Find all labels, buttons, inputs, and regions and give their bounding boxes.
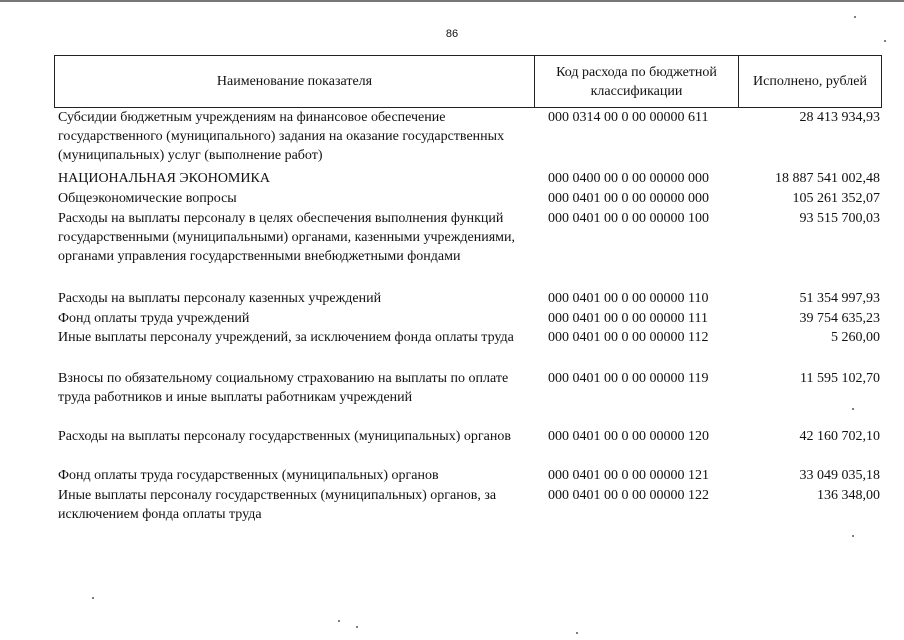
scan-speck [356,626,358,628]
row-amount: 11 595 102,70 [800,371,880,386]
row-amount: 93 515 700,03 [799,211,880,226]
scan-speck [852,408,854,410]
row-code: 000 0401 00 0 00 00000 100 [548,211,709,226]
column-header-amount: Исполнено, рублей [753,74,867,89]
scan-speck [576,632,578,634]
row-name: Иные выплаты персоналу государственных (муниципальных) органов, за исключением фонда оплаты труда [58,488,497,522]
row-name: Расходы на выплаты персоналу государственных (муниципальных) органов [58,429,511,444]
row-name: Взносы по обязательному социальному страхованию на выплаты по оплате труда работников и иные выплаты работникам учреждений [58,371,509,405]
row-amount: 136 348,00 [817,488,880,503]
row-amount: 42 160 702,10 [799,429,880,444]
row-name: Общеэкономические вопросы [58,191,237,206]
page-number: 86 [445,28,459,40]
table-row [54,169,882,189]
table-body [54,108,882,526]
scan-speck [338,620,340,622]
row-code: 000 0401 00 0 00 00000 111 [548,311,708,326]
row-amount: 39 754 635,23 [799,311,880,326]
table-row [54,108,882,169]
row-name: Расходы на выплаты персоналу в целях обеспечения выполнения функций государственными (муниципальными) органами, казенными учреждениями, органами управления государственными внебюджетными фондами [58,211,515,264]
table-row [54,289,882,309]
row-code: 000 0401 00 0 00 00000 121 [548,468,709,483]
row-name: Фонд оплаты труда учреждений [58,311,250,326]
row-amount: 33 049 035,18 [799,468,880,483]
page-top-edge [0,0,904,2]
row-name: НАЦИОНАЛЬНАЯ ЭКОНОМИКА [58,171,270,186]
row-name: Субсидии бюджетным учреждениям на финансовое обеспечение государственного (муниципального) задания на оказание государственных (муниципальных) услуг (выполнение работ) [58,110,505,163]
scan-speck [884,40,886,42]
row-amount: 5 260,00 [831,330,880,345]
table-row [54,189,882,209]
table-row [54,328,882,369]
row-code: 000 0314 00 0 00 00000 611 [548,110,709,125]
row-amount: 105 261 352,07 [792,191,880,206]
table-row [54,369,882,427]
table-row [54,427,882,466]
table-header [54,55,882,108]
scan-speck [852,535,854,537]
row-name: Фонд оплаты труда государственных (муниципальных) органов [58,468,439,483]
row-amount: 28 413 934,93 [799,110,880,125]
row-code: 000 0401 00 0 00 00000 000 [548,191,709,206]
table-row [54,309,882,328]
row-code: 000 0401 00 0 00 00000 110 [548,291,709,306]
row-code: 000 0401 00 0 00 00000 112 [548,330,709,345]
scan-speck [92,597,94,599]
row-code: 000 0400 00 0 00 00000 000 [548,171,709,186]
row-amount: 18 887 541 002,48 [775,171,880,186]
table-row [54,209,882,289]
scan-speck [854,16,856,18]
row-code: 000 0401 00 0 00 00000 120 [548,429,709,444]
row-name: Иные выплаты персоналу учреждений, за исключением фонда оплаты труда [58,330,514,345]
table-row [54,466,882,486]
row-code: 000 0401 00 0 00 00000 119 [548,371,709,386]
row-name: Расходы на выплаты персоналу казенных учреждений [58,291,382,306]
table-row [54,486,882,526]
row-amount: 51 354 997,93 [799,291,880,306]
row-code: 000 0401 00 0 00 00000 122 [548,488,709,503]
column-header-name: Наименование показателя [55,56,535,107]
column-header-code: Код расхода по бюджетной классификации [535,56,739,107]
